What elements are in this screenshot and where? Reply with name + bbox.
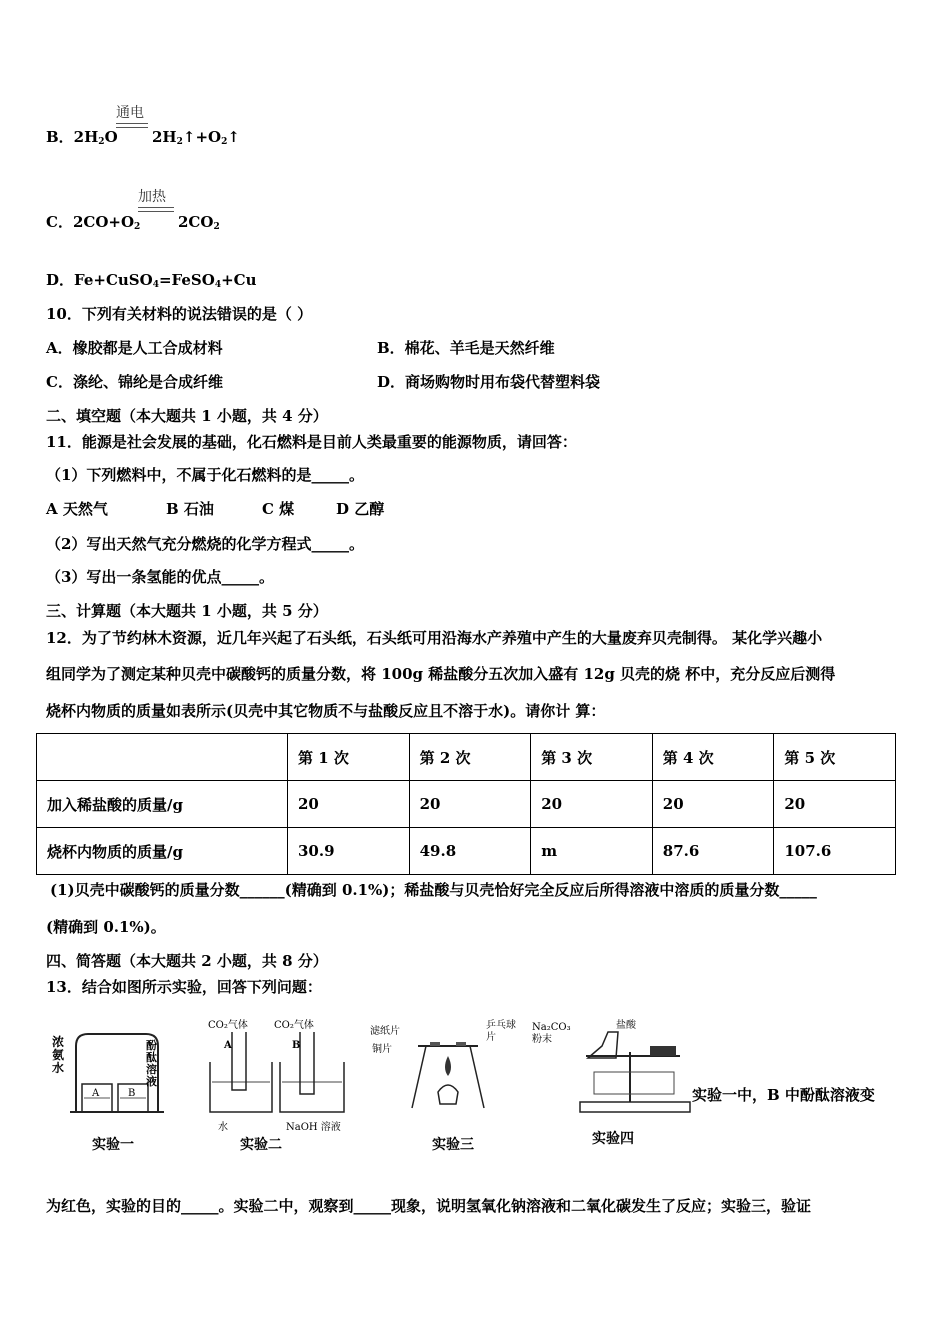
- table-cell: 第 4 次: [652, 734, 774, 781]
- label-filter-paper: 滤纸片: [370, 1026, 400, 1037]
- table-cell: 第 2 次: [409, 734, 531, 781]
- q13-side-text: 实验一中，B 中酚酞溶液变: [692, 1086, 875, 1104]
- option-b-products: $2H_2↑+O_2↑$: [152, 128, 240, 147]
- equals-sign: [138, 207, 174, 212]
- section-heading: 三、计算题（本大题共 1 小题，共 5 分）: [46, 602, 328, 620]
- tube-b-label: B: [292, 1040, 301, 1051]
- q12-line-1: 12．为了节约林木资源，近几年兴起了石头纸，石头纸可用沿海水产养殖中产生的大量废弃贝壳制得。 某化学兴趣小: [46, 629, 823, 647]
- q10-option-a: A．橡胶都是人工合成材料: [46, 339, 223, 357]
- table-cell: [37, 734, 288, 781]
- experiment-2-caption: 实验二: [240, 1137, 282, 1153]
- q12-question-2: (精确到 0.1%)。: [46, 918, 166, 936]
- beaker-a-label: A: [92, 1088, 100, 1099]
- label-phenolphthalein: 酚酞溶液: [146, 1039, 157, 1088]
- option-c-products: $2CO_2$: [178, 213, 220, 232]
- table-header-row: [37, 734, 896, 781]
- table-cell: 49.8: [409, 828, 531, 875]
- experiment-3-figure: [368, 1012, 518, 1152]
- option-c-equation: C．$2CO+O_2$: [46, 213, 141, 232]
- q13-continue-text: 为红色，实验的目的_____。实验二中，观察到_____现象，说明氢氧化钠溶液和二氧化碳发生了反应；实验三，验证: [46, 1197, 812, 1215]
- beakers-diagram: [202, 1012, 352, 1122]
- equals-sign: [116, 123, 148, 128]
- section-heading: 四、简答题（本大题共 2 小题，共 8 分）: [46, 952, 328, 970]
- q11-option-d: D 乙醇: [336, 500, 385, 518]
- q11-part1: （1）下列燃料中，不属于化石燃料的是_____。: [46, 466, 364, 484]
- table-cell: 第 1 次: [288, 734, 410, 781]
- experiment-3-caption: 实验三: [432, 1137, 474, 1153]
- table-cell: 107.6: [774, 828, 896, 875]
- label-hydrochloric-acid: 盐酸: [616, 1020, 636, 1031]
- table-cell: 30.9: [288, 828, 410, 875]
- label-copper: 铜片: [372, 1044, 392, 1055]
- q10-stem: 10．下列有关材料的说法错误的是（ ）: [46, 305, 313, 323]
- q11-part2: （2）写出天然气充分燃烧的化学方程式_____。: [46, 535, 364, 553]
- table-cell: 加入稀盐酸的质量/g: [37, 781, 288, 828]
- q11-stem: 11．能源是社会发展的基础，化石燃料是目前人类最重要的能源物质，请回答：: [46, 433, 577, 451]
- q12-line-2: 组同学为了测定某种贝壳中碳酸钙的质量分数，将 100g 稀盐酸分五次加入盛有 12g 贝壳的烧 杯中，充分反应后测得: [46, 665, 836, 683]
- label-ammonia: 浓氨水: [52, 1035, 65, 1075]
- tube-a-label: A: [224, 1040, 232, 1051]
- table-cell: 87.6: [652, 828, 774, 875]
- experiment-2-figure: [202, 1012, 352, 1152]
- q10-option-d: D．商场购物时用布袋代替塑料袋: [377, 373, 601, 391]
- q12-data-table: [36, 733, 896, 875]
- q10-option-c: C．涤纶、锦纶是合成纤维: [46, 373, 223, 391]
- table-row: [37, 781, 896, 828]
- experiment-1-figure: [48, 1012, 170, 1152]
- table-cell: 20: [531, 781, 653, 828]
- table-cell: 第 3 次: [531, 734, 653, 781]
- experiment-1-caption: 实验一: [92, 1137, 134, 1153]
- table-cell: 20: [288, 781, 410, 828]
- label-co2-b: CO₂气体: [274, 1020, 314, 1031]
- label-water: 水: [218, 1122, 228, 1133]
- reaction-condition-heat: 加热: [138, 189, 166, 205]
- experiment-4-caption: 实验四: [592, 1131, 634, 1147]
- beaker-b-label: B: [128, 1088, 136, 1099]
- label-pingpong: 乒乓球片: [486, 1020, 516, 1043]
- table-cell: 20: [409, 781, 531, 828]
- label-sodium-carbonate: Na₂CO₃粉末: [532, 1022, 571, 1045]
- label-naoh: NaOH 溶液: [286, 1122, 341, 1133]
- table-cell: 烧杯内物质的质量/g: [37, 828, 288, 875]
- reaction-condition-electrolysis: 通电: [116, 105, 144, 121]
- q11-option-c: C 煤: [262, 500, 295, 518]
- q10-option-b: B．棉花、羊毛是天然纤维: [377, 339, 555, 357]
- q13-stem: 13．结合如图所示实验，回答下列问题：: [46, 978, 322, 996]
- option-b-equation: B．$2H_2O$: [46, 128, 118, 147]
- table-cell: 20: [774, 781, 896, 828]
- q11-part3: （3）写出一条氢能的优点_____。: [46, 568, 274, 586]
- section-heading: 二、填空题（本大题共 1 小题，共 4 分）: [46, 407, 328, 425]
- label-co2-a: CO₂气体: [208, 1020, 248, 1031]
- experiment-4-figure: [530, 1012, 700, 1152]
- q12-line-3: 烧杯内物质的质量如表所示(贝壳中其它物质不与盐酸反应且不溶于水)。请你计 算：: [46, 702, 606, 720]
- table-cell: 20: [652, 781, 774, 828]
- q11-option-b: B 石油: [166, 500, 214, 518]
- table-cell: m: [531, 828, 653, 875]
- q11-option-a: A 天然气: [46, 500, 108, 518]
- q12-question-1: (1)贝壳中碳酸钙的质量分数______(精确到 0.1%)；稀盐酸与贝壳恰好完全反应后所得溶液中溶质的质量分数_____: [50, 881, 817, 899]
- table-cell: 第 5 次: [774, 734, 896, 781]
- option-d-equation: D．Fe+CuSO$_4$=FeSO$_4$+Cu: [46, 271, 257, 290]
- table-row: [37, 828, 896, 875]
